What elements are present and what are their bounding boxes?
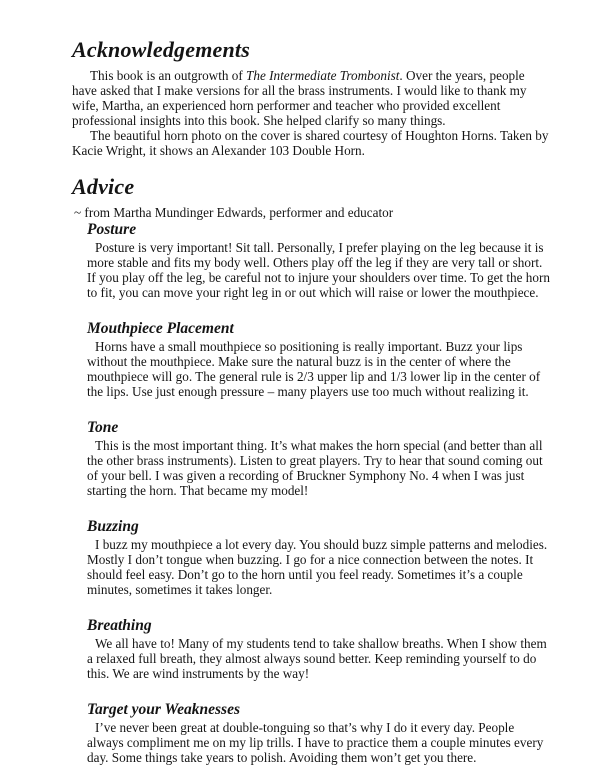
paragraph-text: . Over the years, people have asked that I make versions for all the brass instruments. I would like to thank my wife, Martha, an experienced horn performer and teacher who provided excellent professional insights into this book. She helped clarify so many things. (72, 68, 527, 129)
topic-paragraph-buzzing: I buzz my mouthpiece a lot every day. You should buzz simple patterns and melodies. Mostly I don’t tongue when buzzing. I go for a nice connection between the notes. It should feel easy. Don’t go to the horn until you feel ready. Sometimes it’s a couple minutes, sometimes it takes longer. (87, 537, 548, 598)
paragraph-text: This book is an outgrowth of (90, 68, 247, 84)
acknowledgements-heading: Acknowledgements (72, 37, 250, 62)
topic-paragraph-mouthpiece-placement: Horns have a small mouthpiece so positioning is really important. Buzz your lips without the mouthpiece. Make sure the natural buzz is in the center of where the mouthpiece will go. The general rule is 2/3 upper lip and 1/3 lower lip in the center of the lips. Use just enough pressure – many players use too much without realizing it. (87, 339, 541, 400)
advice-topic-target-your-weaknesses (87, 701, 552, 765)
acknowledgements-paragraph-1 (72, 68, 552, 128)
topic-heading-breathing: Breathing (87, 617, 152, 635)
advice-topic-posture (87, 221, 552, 300)
topic-paragraph-target-your-weaknesses: I’ve never been great at double-tonguing so that’s why I do it every day. People always compliment me on my lip trills. I have to practice them a couple minutes every day. Some things take years to polish. Avoiding them won’t get you there. (87, 720, 544, 766)
advice-topic-mouthpiece-placement (87, 320, 552, 399)
topic-heading-mouthpiece-placement: Mouthpiece Placement (87, 320, 234, 338)
acknowledgements-section (72, 38, 552, 158)
advice-topic-buzzing (87, 518, 552, 597)
topic-heading-posture: Posture (87, 221, 137, 239)
topic-heading-tone: Tone (87, 419, 119, 437)
topic-paragraph-tone: This is the most important thing. It’s what makes the horn special (and better than all the other brass instruments). Listen to great players. Try to hear that sound coming out of your bell. I was given a recording of Bruckner Symphony No. 4 when I was just starting the horn. That became my model! (87, 438, 543, 499)
acknowledgements-paragraph-2: The beautiful horn photo on the cover is shared courtesy of Houghton Horns. Taken by Kacie Wright, it shows an Alexander 103 Double Horn. (72, 128, 549, 159)
topic-paragraph-posture: Posture is very important! Sit tall. Personally, I prefer playing on the leg because it is more stable and fits my body well. Others play off the leg if they are very tall or short. If you play off the leg, be careful not to injure your shoulders over time. To get the horn to fit, you can move your right leg in or out which will raise or lower the mouthpiece. (87, 240, 550, 301)
topic-paragraph-breathing: We all have to! Many of my students tend to take shallow breaths. When I show them a relaxed full breath, they almost always sound better. Keep reminding yourself to do this. We are wind instruments by the way! (87, 636, 547, 682)
book-title-italic: The Intermediate Trombonist (246, 68, 400, 84)
advice-attribution: ~ from Martha Mundinger Edwards, performer and educator (74, 205, 394, 221)
advice-topic-breathing (87, 617, 552, 681)
topic-heading-target-your-weaknesses: Target your Weaknesses (87, 701, 241, 719)
topic-heading-buzzing: Buzzing (87, 518, 139, 536)
advice-heading: Advice (72, 174, 135, 200)
advice-section (72, 175, 552, 765)
advice-topic-tone (87, 419, 552, 498)
